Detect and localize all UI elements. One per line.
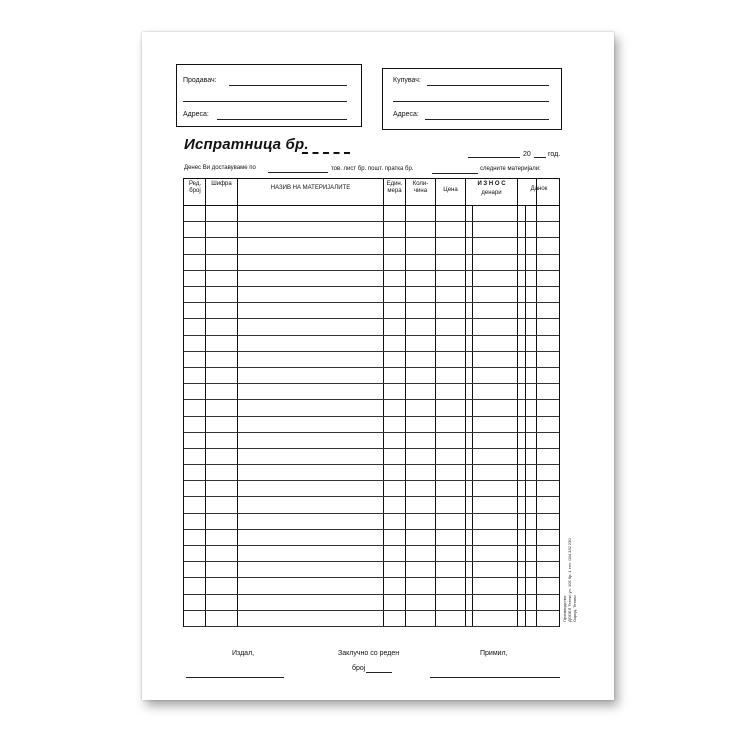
- received-label: Примил,: [480, 650, 508, 657]
- table-row-line: [184, 529, 559, 530]
- table-row-line: [184, 626, 559, 627]
- table-row-line: [184, 577, 559, 578]
- header-price: Цена: [443, 187, 458, 193]
- col-divider: [517, 179, 518, 626]
- seller-line-2[interactable]: [183, 101, 347, 102]
- col-divider: [465, 179, 466, 626]
- printer-imprint-line: ДООЕЛ Тетекс ул. 105 бр. 1 тел. 044 332 230: [567, 538, 572, 622]
- delivery-note-sheet: [142, 32, 614, 700]
- buyer-address-label: Адреса:: [393, 111, 419, 118]
- table-row-line: [184, 221, 559, 222]
- delivery-text-3: следните материјали:: [480, 166, 541, 172]
- table-row-line: [184, 432, 559, 433]
- delivery-line-1[interactable]: [268, 172, 328, 173]
- number-label: број: [352, 665, 366, 672]
- header-row-number: Ред. број: [188, 181, 202, 194]
- table-row-line: [184, 205, 559, 206]
- table-row-line: [184, 318, 559, 319]
- printer-imprint: [562, 512, 577, 622]
- table-row-line: [184, 335, 559, 336]
- table-row-line: [184, 496, 559, 497]
- table-row-line: [184, 464, 559, 465]
- header-tax: Данок: [530, 186, 548, 192]
- header-quantity: Коли- чина: [412, 181, 429, 194]
- delivery-text-2: тов. лист бр. пошт. пратка бр.: [331, 166, 414, 172]
- document-number-field[interactable]: [302, 152, 350, 154]
- seller-box: [176, 64, 362, 127]
- col-divider: [205, 179, 206, 626]
- header-amount: И З Н О С: [477, 181, 506, 187]
- issued-signature-line[interactable]: [186, 677, 284, 678]
- header-unit: Един. мера: [386, 181, 403, 194]
- delivery-text-1: Денес Ви доставуваме по: [184, 165, 256, 171]
- seller-address-line[interactable]: [217, 119, 347, 120]
- printer-imprint-line: Охрид, Тетово: [572, 595, 577, 622]
- table-row-line: [184, 237, 559, 238]
- header-amount-currency: денари: [481, 190, 502, 196]
- table-row-line: [184, 367, 559, 368]
- buyer-line-2[interactable]: [393, 101, 549, 102]
- buyer-box: [382, 68, 562, 130]
- buyer-line-1[interactable]: [427, 85, 549, 86]
- col-divider: [405, 179, 406, 626]
- table-row-line: [184, 480, 559, 481]
- table-row-line: [184, 270, 559, 271]
- year-suffix: год.: [548, 151, 561, 158]
- seller-line-1[interactable]: [229, 85, 347, 86]
- seller-address-label: Адреса:: [183, 111, 209, 118]
- materials-table: [183, 178, 560, 627]
- year-prefix: 20: [523, 151, 531, 158]
- table-row-line: [184, 561, 559, 562]
- table-row-line: [184, 416, 559, 417]
- seller-label: Продавач:: [183, 77, 217, 84]
- printer-imprint-line: Производство:: [562, 594, 567, 622]
- table-row-line: [184, 383, 559, 384]
- date-line[interactable]: [468, 157, 520, 158]
- col-divider: [536, 179, 537, 626]
- header-material-name: НАЗИВ НА МАТЕРИЈАЛИТЕ: [270, 185, 351, 191]
- col-divider: [237, 179, 238, 626]
- document-title: Испратница бр.: [184, 136, 309, 153]
- buyer-label: Купувач:: [393, 77, 421, 84]
- buyer-address-line[interactable]: [425, 119, 549, 120]
- col-divider: [435, 179, 436, 626]
- delivery-line-2[interactable]: [432, 173, 478, 174]
- table-row-line: [184, 286, 559, 287]
- table-row-line: [184, 448, 559, 449]
- table-row-line: [184, 399, 559, 400]
- table-row-line: [184, 610, 559, 611]
- table-row-line: [184, 254, 559, 255]
- year-line[interactable]: [534, 157, 546, 158]
- concluded-label: Заклучно со реден: [338, 650, 400, 657]
- col-divider: [383, 179, 384, 626]
- issued-label: Издал,: [232, 650, 255, 657]
- header-code: Шифра: [211, 181, 232, 187]
- number-line[interactable]: [366, 672, 392, 673]
- table-row-line: [184, 545, 559, 546]
- received-signature-line[interactable]: [430, 677, 560, 678]
- table-row-line: [184, 594, 559, 595]
- table-row-line: [184, 351, 559, 352]
- table-row-line: [184, 513, 559, 514]
- table-row-line: [184, 302, 559, 303]
